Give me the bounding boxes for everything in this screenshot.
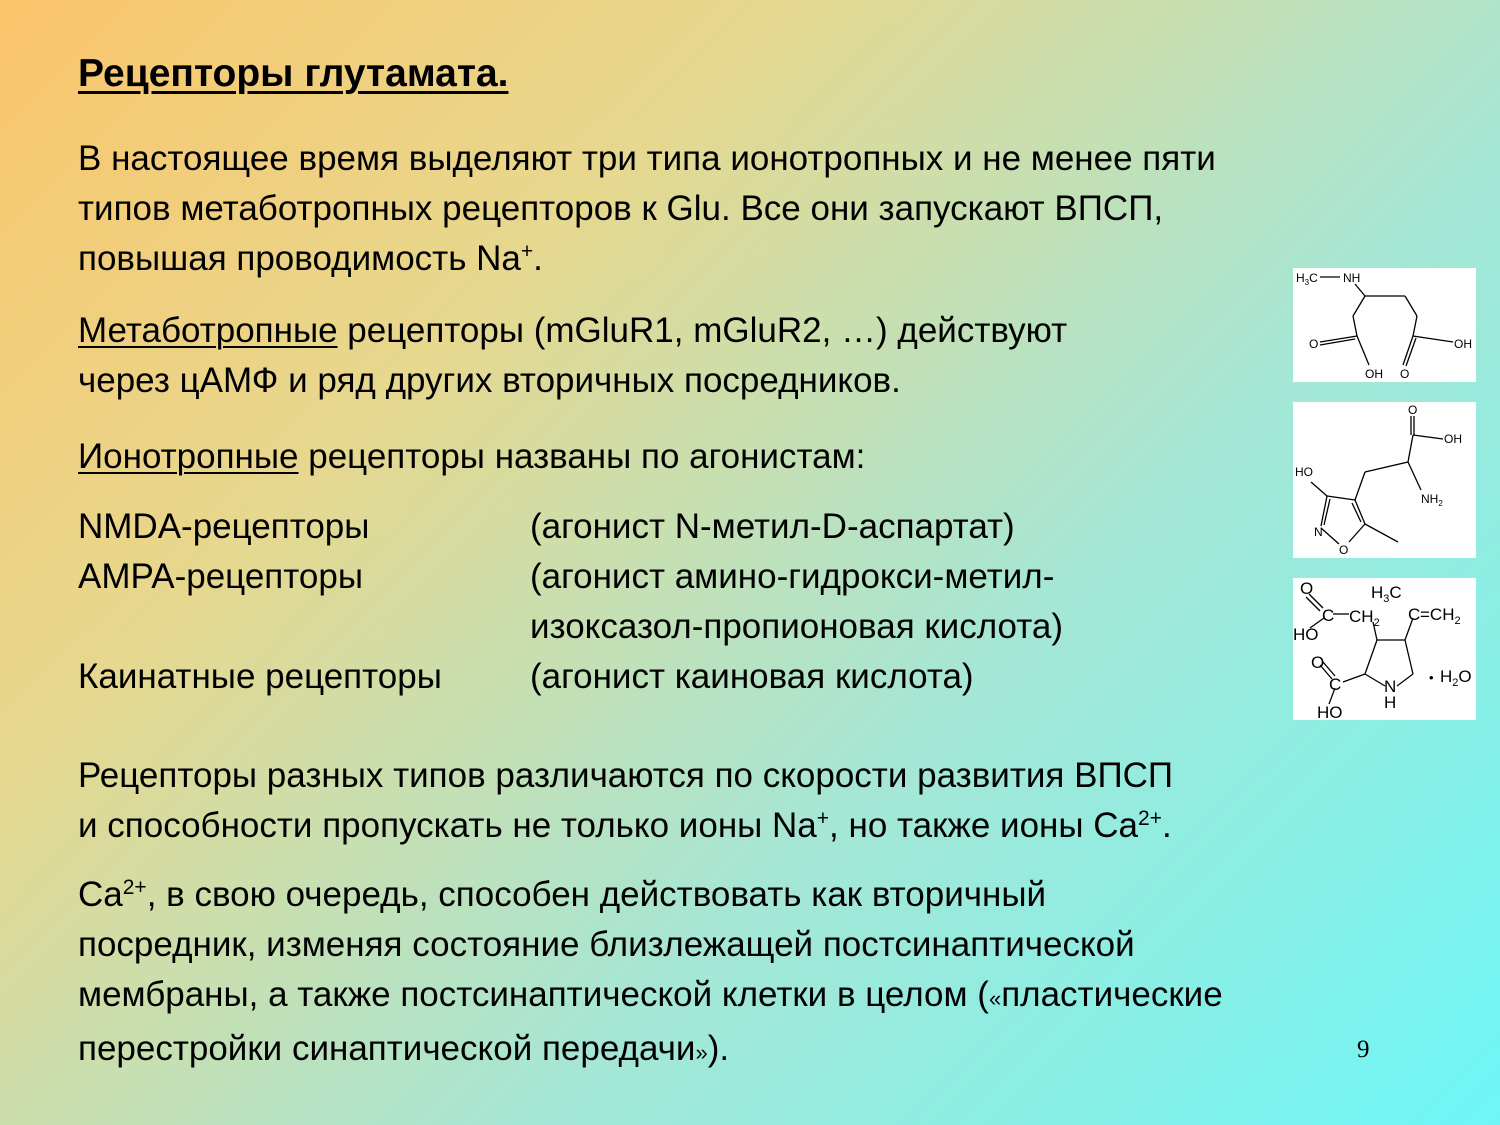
kainate-structure-image (1293, 578, 1476, 720)
kainate-c3: C (1329, 675, 1342, 694)
kainate-n: N (1384, 677, 1397, 696)
ampa-n: N (1314, 525, 1323, 539)
nmda-structure-image (1293, 268, 1476, 382)
calcium-line-2: посредник, изменяя состояние близлежащей постсинаптической (78, 925, 1135, 964)
nmda-o-left: O (1309, 337, 1319, 351)
receptor-name-nmda: NMDA-рецепторы (78, 507, 370, 546)
ampa-structure-diagram (1293, 402, 1476, 558)
ampa-ho: HO (1295, 465, 1313, 479)
nmda-o-bottom: O (1400, 367, 1410, 381)
metabotropic-line-1: Метаботропные рецепторы (mGluR1, mGluR2, …) действуют (78, 311, 1068, 350)
nmda-h3c: $H_3C$ (1296, 271, 1318, 287)
nmda-oh-right: OH (1454, 337, 1472, 351)
metabotropic-line-2: через цАМФ и ряд других вторичных посредников. (78, 361, 901, 400)
kainate-o2: O (1311, 653, 1325, 672)
ampa-o-top: O (1408, 403, 1418, 417)
intro-line-2: типов метаботропных рецепторов к Glu. Все они запускают ВПСП, (78, 189, 1164, 228)
nmda-structure-diagram (1293, 268, 1476, 382)
kainate-h3c: $H_3C$ (1371, 583, 1402, 605)
receptor-agonist-ampa-cont: изоксазол-пропионовая кислота) (530, 607, 1063, 646)
receptor-name-ampa: AMPA-рецепторы (78, 557, 363, 596)
kainate-o1: O (1300, 579, 1314, 598)
kainate-c2: C (1408, 605, 1421, 624)
ionotropic-term: Ионотропные (78, 437, 299, 476)
types-diff-paragraph (78, 751, 1173, 851)
kainate-structure-diagram (1293, 578, 1476, 720)
ionotropic-line: Ионотропные рецепторы названы по агонистам: (78, 437, 866, 476)
intro-line-3: повышая проводимость Na+. (78, 239, 543, 278)
kainate-water: $H_2O$ (1440, 667, 1472, 689)
metabotropic-term: Метаботропные (78, 311, 338, 350)
kainate-water-dot: • (1429, 670, 1434, 685)
ionotropic-paragraph (78, 432, 865, 482)
metabotropic-paragraph (78, 306, 1067, 406)
ampa-oh: OH (1444, 432, 1462, 446)
receptor-agonist-kainate: (агонист каиновая кислота) (530, 657, 974, 696)
types-diff-line-2: и способности пропускать не только ионы Na+, но также ионы $Ca^{2+}$. (78, 806, 1172, 845)
kainate-c1: C (1322, 606, 1335, 625)
kainate-h: H (1384, 693, 1397, 712)
receptor-agonist-nmda: (агонист N-метил-D-аспартат) (530, 507, 1015, 546)
ampa-nh2: $NH_2$ (1421, 492, 1443, 508)
calcium-line-3: мембраны, а также постсинаптической клетки в целом («пластические (78, 975, 1223, 1014)
receptor-agonist-ampa: (агонист амино-гидрокси-метил- (530, 557, 1055, 596)
intro-paragraph (78, 134, 1216, 284)
calcium-paragraph (78, 870, 1223, 1078)
nmda-nh: NH (1343, 271, 1361, 285)
ampa-structure-image (1293, 402, 1476, 558)
types-diff-line-1: Рецепторы разных типов различаются по скорости развития ВПСП (78, 756, 1174, 795)
calcium-line-4: перестройки синаптической передачи»). (78, 1029, 730, 1068)
kainate-ho2: HO (1317, 703, 1343, 720)
intro-line-1: В настоящее время выделяют три типа ионотропных и не менее пяти (78, 139, 1216, 178)
receptor-name-kainate: Каинатные рецепторы (78, 657, 442, 696)
kainate-ch2-2: $=CH_2$ (1420, 605, 1461, 627)
calcium-line-1: $Ca^{2+}$, в свою очередь, способен действовать как вторичный (78, 875, 1047, 914)
slide-title: Рецепторы глутамата. (78, 52, 509, 95)
nmda-oh-bottom: OH (1365, 367, 1383, 381)
kainate-ch2-1: $CH_2$ (1349, 607, 1380, 629)
ampa-o-ring: O (1339, 543, 1349, 557)
kainate-ho1: HO (1293, 625, 1319, 644)
page-number: 9 (1357, 1036, 1370, 1063)
